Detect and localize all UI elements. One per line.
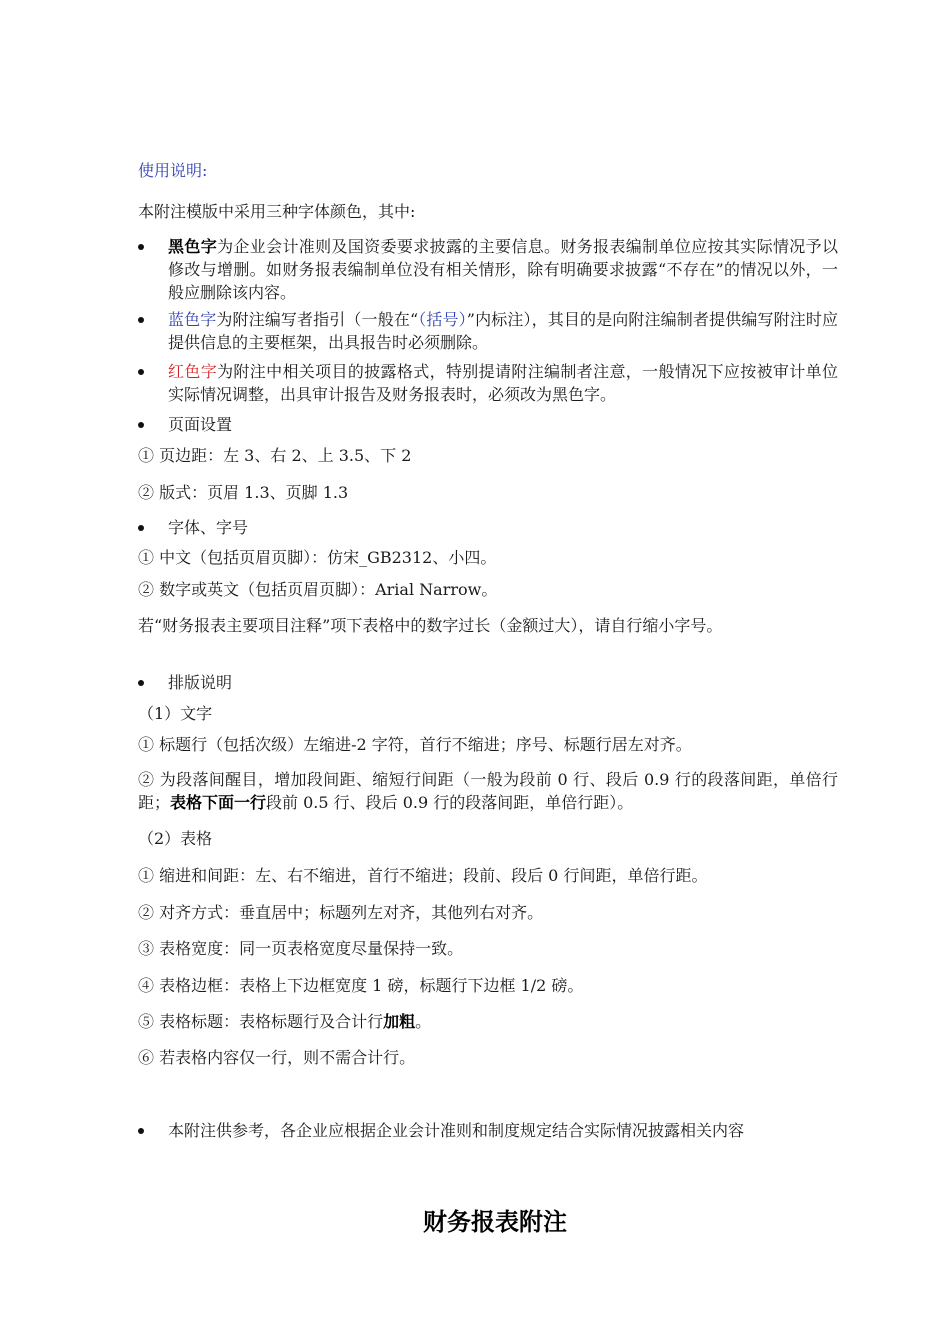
black-font-label: 黑色字	[168, 237, 218, 256]
bullet-icon	[138, 422, 144, 428]
blue-font-text-after: ”内标注），其目的是向附注编制者提供编写附注时应提供信息的主要框架，出具报告时必须删除。	[168, 310, 838, 352]
table-rule-4: ④ 表格边框：表格上下边框宽度 1 磅，标题行下边框 1/2 磅。	[138, 976, 584, 995]
table-rule-3: ③ 表格宽度：同一页表格宽度尽量保持一致。	[138, 939, 464, 958]
fonts-note: 若“财务报表主要项目注释”项下表格中的数字过长（金额过大），请自行缩小字号。	[138, 616, 723, 635]
text-section: （1）文字	[138, 704, 213, 723]
text-rule-2: ② 为段落间醒目，增加段间距、缩短行间距（一般为段前 0 行、段后 0.9 行的段落间距，单倍行距；表格下面一行段前 0.5 行、段后 0.9 行的段落间距，单倍行距）。	[138, 770, 838, 812]
bullet-icon	[138, 317, 144, 323]
table-section: （2）表格	[138, 829, 213, 848]
bullet-icon	[138, 680, 144, 686]
table-rule-6: ⑥ 若表格内容仅一行，则不需合计行。	[138, 1048, 416, 1067]
table-rule-5: ⑤ 表格标题：表格标题行及合计行加粗。	[138, 1012, 432, 1031]
blue-font-label: 蓝色字	[168, 310, 217, 329]
bullet-icon	[138, 525, 144, 531]
bullet-icon	[138, 369, 144, 375]
bold-phrase: 表格下面一行	[170, 793, 267, 812]
page-margins: ① 页边距：左 3、右 2、上 3.5、下 2	[138, 446, 412, 465]
text-rule-1: ① 标题行（包括次级）左缩进-2 字符，首行不缩进；序号、标题行居左对齐。	[138, 735, 692, 754]
intro-text: 本附注模版中采用三种字体颜色，其中:	[138, 202, 416, 221]
document-page: 使用说明: 本附注模版中采用三种字体颜色，其中: 黑色字为企业会计准则及国资委要求披露的主要信息。财务报表编制单位应按其实际情况予以修改与增删。如财务报表编制单位没有相关情形，除有明确要求披露“不存在”的情况以外，一般应删除该内容。 蓝色字为附注编写者指引（一般在“（括号）”内标注），其目的是向附注编制者提供编写附注时应提供信息的主要框架，出具报告时必须删除。 红色字为附注中相关项目的披露格式，特别提请附注编制者注意，一般情况下应按被审计单位实际情况调整，出具审计报告及财务报表时，必须改为黑色字。 页面设置 ① 页边距：左 3、右 2、上 3.5、下 2 ② 版式：页眉 1.3、页脚 1.3 字体、字号 ① 中文（包括页眉页脚）：仿宋_GB2312、小四。 ② 数字或英文（包括页眉页脚）：Arial Narrow。 若“财务报表主要项目注释”项下表格中的数字过长（金额过大），请自行缩小字号。 排版说明 （1）文字 ① 标题行（包括次级）左缩进-2 字符，首行不缩进；序号、标题行居左对齐。 ② 为段落间醒目，增加段间距、缩短行间距（一般为段前 0 行、段后 0.9 行的段落间距，单倍行距；表格下面一行段前 0.5 行、段后 0.9 行的段落间距，单倍行距）。 （2）表格 ① 缩进和间距：左、右不缩进，首行不缩进；段前、段后 0 行间距，单倍行距。 ② 对齐方式：垂直居中；标题列左对齐，其他列右对齐。 ③ 表格宽度：同一页表格宽度尽量保持一致。 ④ 表格边框：表格上下边框宽度 1 磅，标题行下边框 1/2 磅。 ⑤ 表格标题：表格标题行及合计行加粗。 ⑥ 若表格内容仅一行，则不需合计行。 本附注供参考，各企业应根据企业会计准则和制度规定结合实际情况披露相关内容 财务报表附注	[0, 0, 950, 1344]
table-rule-1: ① 缩进和间距：左、右不缩进，首行不缩进；段前、段后 0 行间距，单倍行距。	[138, 866, 708, 885]
bullet-icon	[138, 244, 144, 250]
usage-title: 使用说明:	[138, 161, 208, 180]
fonts-numbers: ② 数字或英文（包括页眉页脚）：Arial Narrow。	[138, 580, 498, 599]
table-rule-2: ② 对齐方式：垂直居中；标题列左对齐，其他列右对齐。	[138, 903, 544, 922]
black-font-text: 为企业会计准则及国资委要求披露的主要信息。财务报表编制单位应按其实际情况予以修改与增删。如财务报表编制单位没有相关情形，除有明确要求披露“不存在”的情况以外，一般应删除该内容。	[168, 237, 838, 302]
page-layout: ② 版式：页眉 1.3、页脚 1.3	[138, 483, 349, 502]
blue-font-text-before: 为附注编写者指引（一般在“	[216, 310, 419, 329]
red-font-text: 为附注中相关项目的披露格式，特别提请附注编制者注意，一般情况下应按被审计单位实际情况调整，出具审计报告及财务报表时，必须改为黑色字。	[168, 362, 838, 404]
document-title: 财务报表附注	[423, 1207, 567, 1236]
bracket-text: （括号）	[418, 310, 467, 329]
red-font-label: 红色字	[168, 362, 218, 381]
fonts-chinese: ① 中文（包括页眉页脚）：仿宋_GB2312、小四。	[138, 548, 497, 567]
bold-phrase: 加粗	[383, 1012, 416, 1031]
bullet-icon	[138, 1128, 144, 1134]
